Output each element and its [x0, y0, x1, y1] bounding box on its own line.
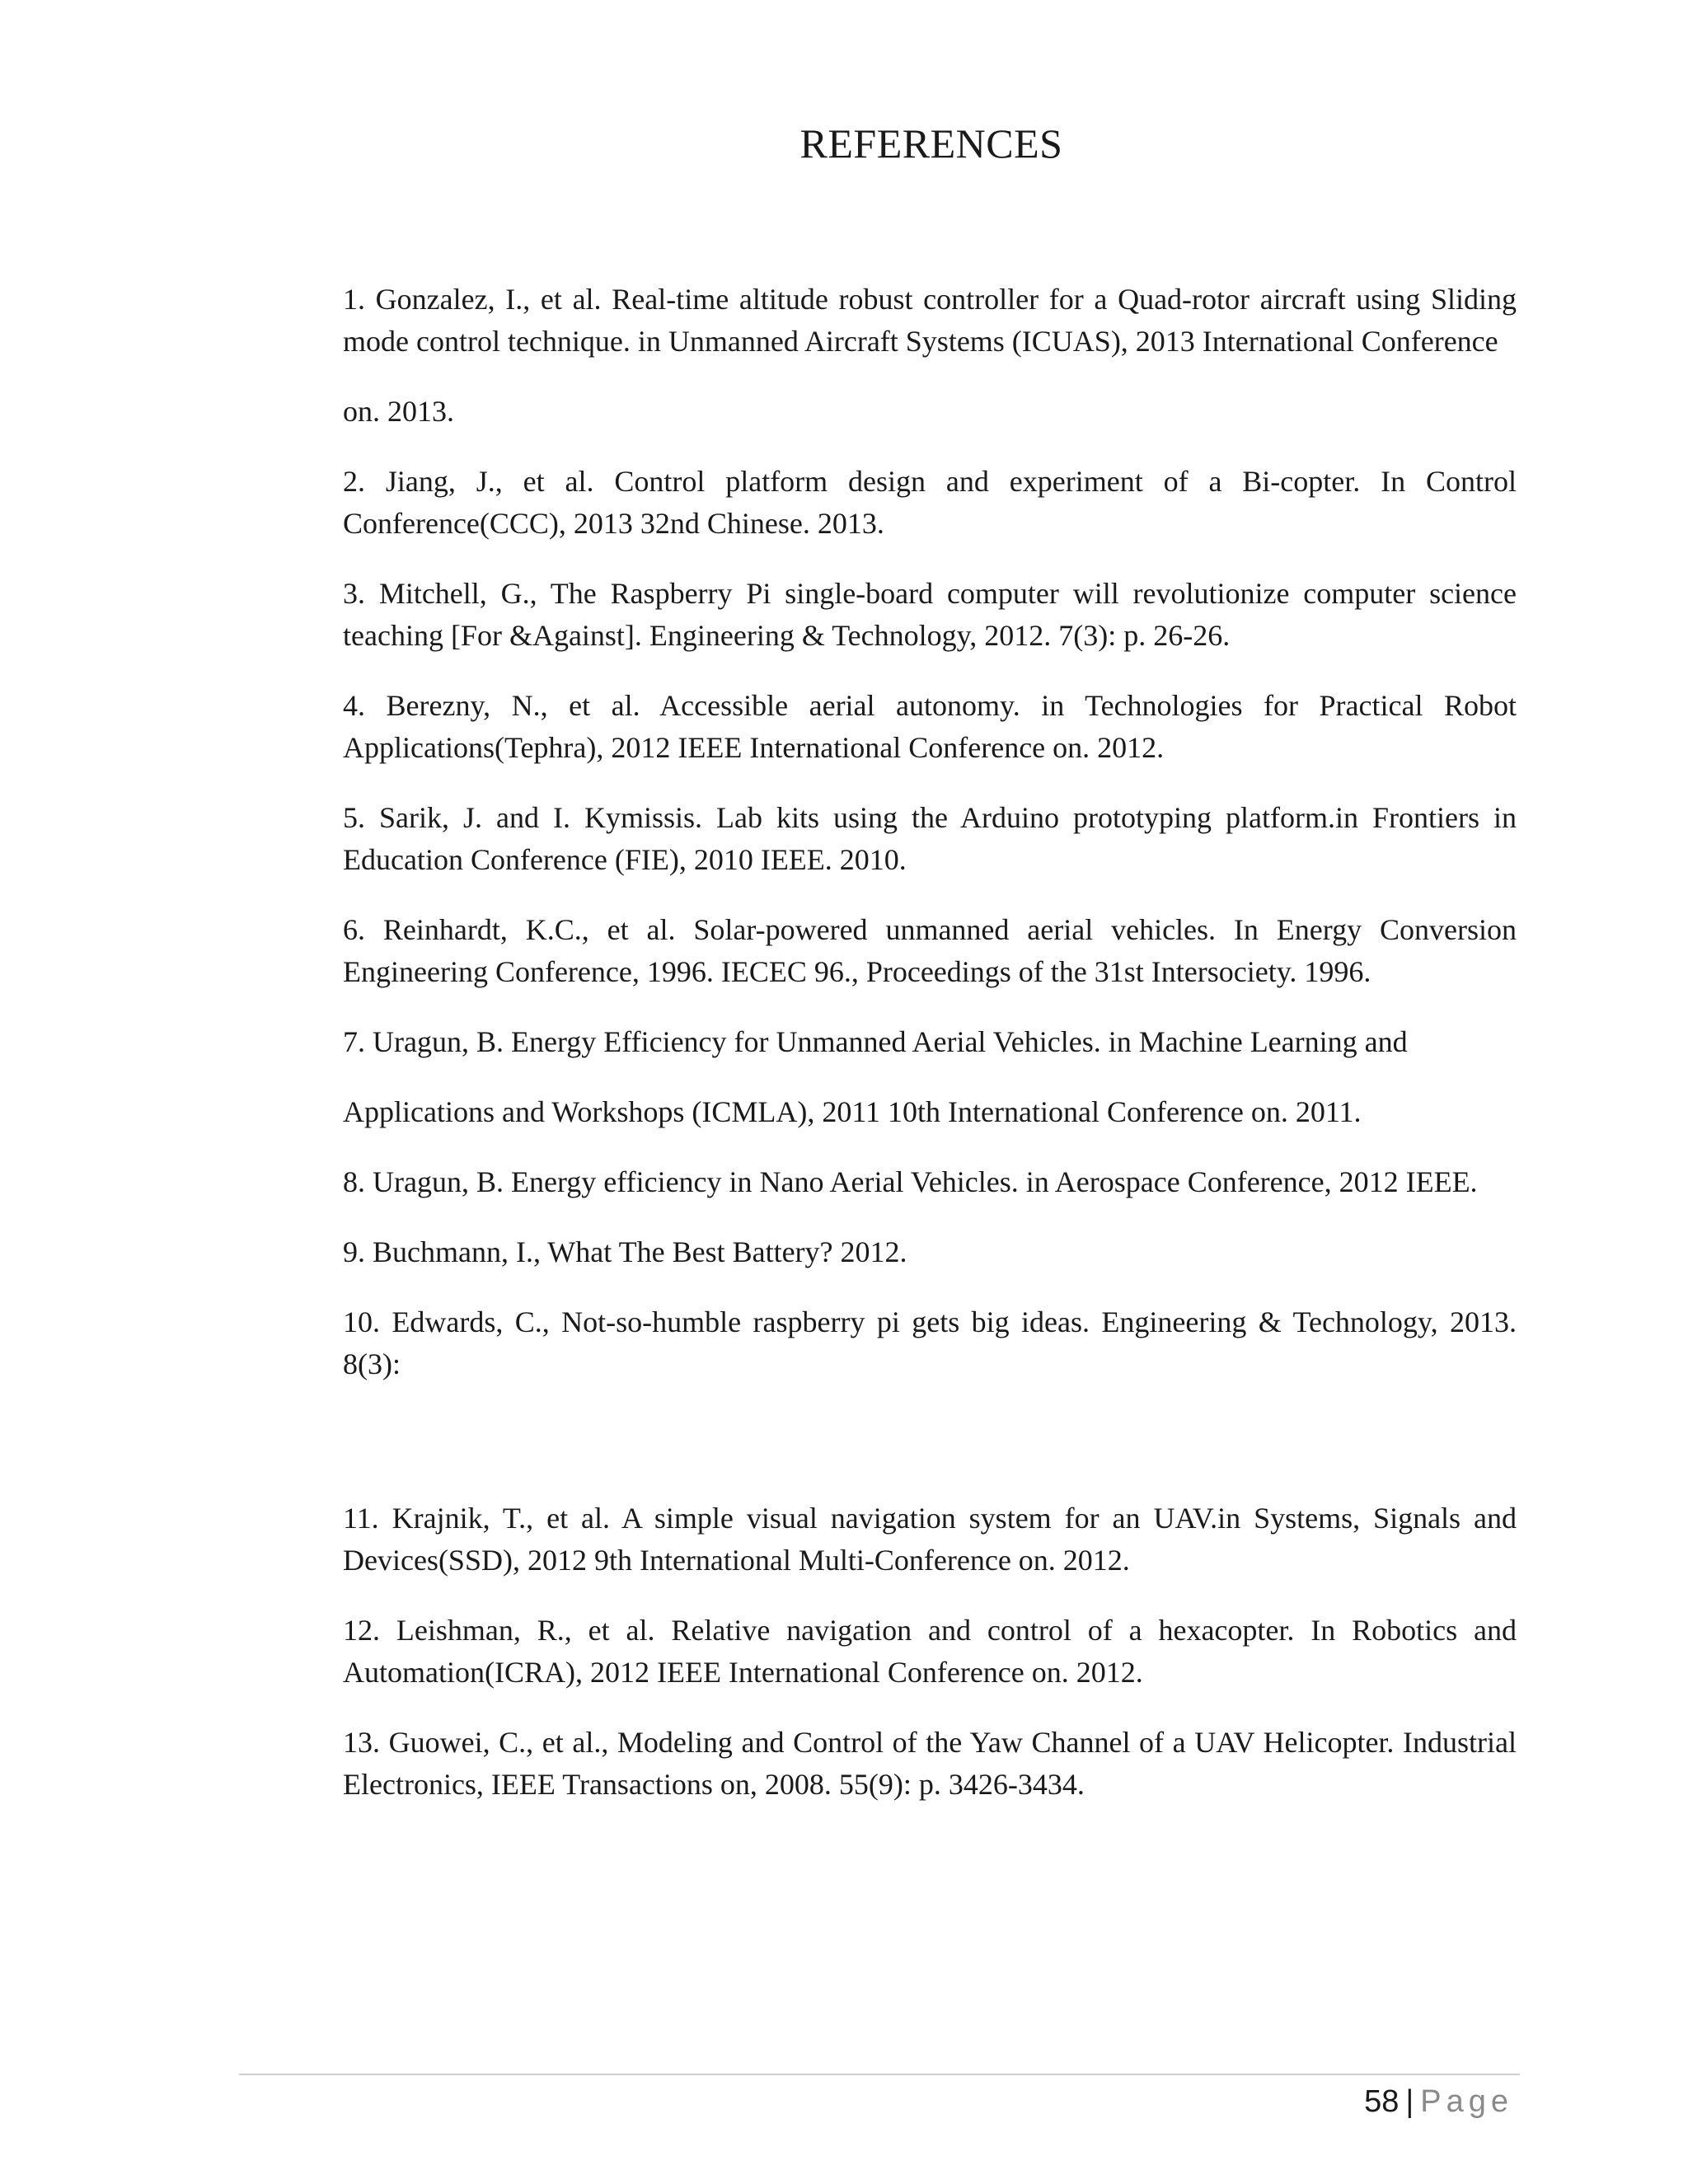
footer-separator: | [1405, 2084, 1414, 2119]
reference-7-continuation: Applications and Workshops (ICMLA), 2011 10th International Conference on. 2011. [343, 1095, 1362, 1128]
reference-11: 11. Krajnik, T., et al. A simple visual navigation system for an UAV.in Systems, Signals and Devices(SSD), 2012 9th International Multi-Conference on. 2012. [343, 1502, 1517, 1577]
reference-7: 7. Uragun, B. Energy Efficiency for Unmanned Aerial Vehicles. in Machine Learning and [343, 1025, 1408, 1058]
footer-divider [239, 2074, 1520, 2075]
page-footer [1364, 2081, 1513, 2122]
reference-10: 10. Edwards, C., Not-so-humble raspberry pi gets big ideas. Engineering & Technology, 2013. 8(3): [343, 1305, 1517, 1380]
reference-4: 4. Berezny, N., et al. Accessible aerial autonomy. in Technologies for Practical Robot Applications(Tephra), 2012 IEEE International Conference on. 2012. [343, 689, 1517, 764]
reference-9: 9. Buchmann, I., What The Best Battery? 2012. [343, 1235, 907, 1268]
page-title: REFERENCES [799, 120, 1063, 166]
page-label: Page [1420, 2084, 1513, 2119]
reference-1: 1. Gonzalez, I., et al. Real-time altitude robust controller for a Quad-rotor aircraft using Sliding mode control technique. in Unmanned Aircraft Systems (ICUAS), 2013 International Conference [343, 283, 1517, 358]
reference-1-continuation: on. 2013. [343, 395, 454, 428]
page-number: 58 [1364, 2084, 1400, 2119]
reference-3: 3. Mitchell, G., The Raspberry Pi single-board computer will revolutionize computer science teaching [For &Against]. Engineering & Technology, 2012. 7(3): p. 26-26. [343, 577, 1517, 652]
reference-5: 5. Sarik, J. and I. Kymissis. Lab kits using the Arduino prototyping platform.in Frontiers in Education Conference (FIE), 2010 IEEE. 2010. [343, 801, 1517, 876]
reference-12: 12. Leishman, R., et al. Relative navigation and control of a hexacopter. In Robotics and Automation(ICRA), 2012 IEEE International Conference on. 2012. [343, 1614, 1517, 1689]
reference-2: 2. Jiang, J., et al. Control platform design and experiment of a Bi-copter. In Control Conference(CCC), 2013 32nd Chinese. 2013. [343, 465, 1517, 540]
reference-6: 6. Reinhardt, K.C., et al. Solar-powered unmanned aerial vehicles. In Energy Conversion Engineering Conference, 1996. IECEC 96., Proceedings of the 31st Intersociety. 1996. [343, 913, 1517, 988]
reference-list [343, 279, 1517, 1806]
reference-8: 8. Uragun, B. Energy efficiency in Nano Aerial Vehicles. in Aerospace Conference, 2012 IEEE. [343, 1165, 1478, 1198]
reference-13: 13. Guowei, C., et al., Modeling and Control of the Yaw Channel of a UAV Helicopter. Industrial Electronics, IEEE Transactions on, 2008. 55(9): p. 3426-3434. [343, 1726, 1517, 1801]
